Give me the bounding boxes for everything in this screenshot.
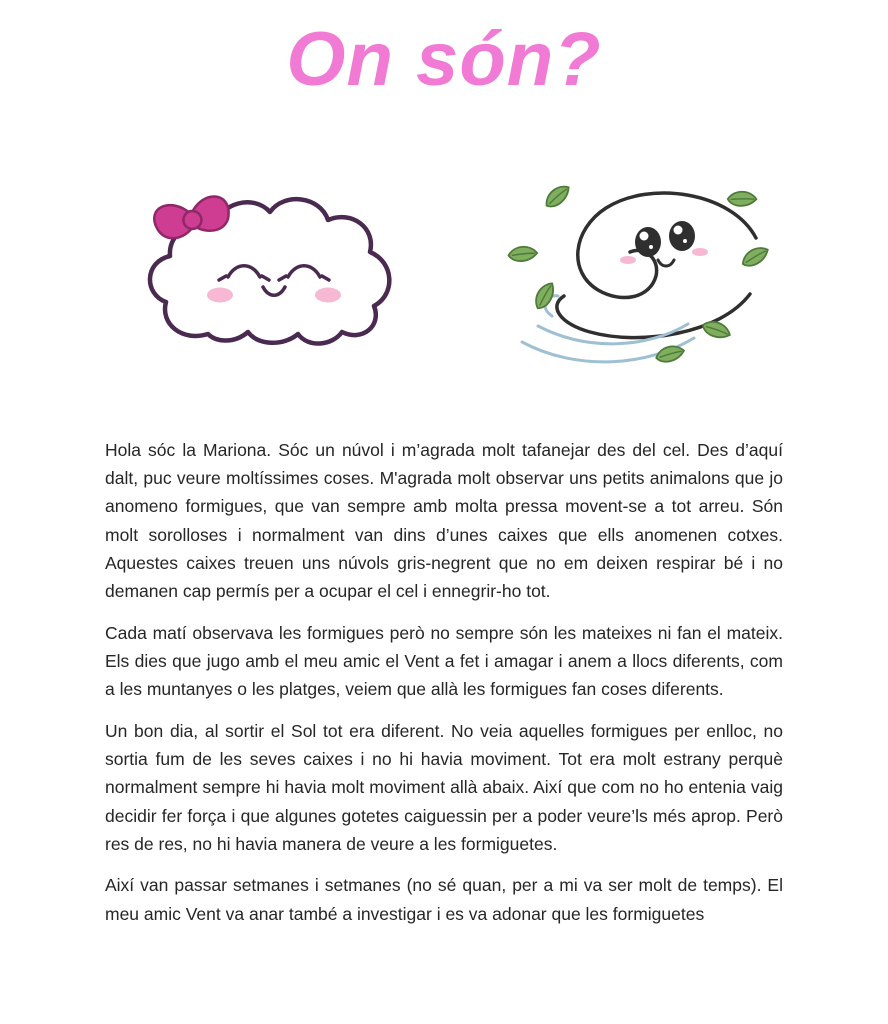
wind-swirl: [557, 193, 756, 338]
wind-character-illustration: [498, 176, 778, 384]
story-paragraph: Hola sóc la Mariona. Sóc un núvol i m’agrada molt tafanejar des del cel. Des d’aquí dalt, puc veure moltíssimes coses. M'agrada molt observar uns petits animalons que jo anomeno formigues, que van sempre amb molta pressa movent-se a tot arreu. Són molt sorolloses i normalment van dins d’unes caixes que ells anomenen cotxes. Aquestes caixes treuen uns núvols gris-negrent que no em deixen respirar bé i no demanen cap permís per a ocupar el cel i ennegrir-ho tot.: [105, 439, 783, 602]
illustrations-row: [0, 174, 888, 386]
story-paragraph: Un bon dia, al sortir el Sol tot era diferent. No veia aquelles formigues per enlloc, no sortia fum de les seves caixes i no hi havia moviment. Tot era molt estrany perquè normalment sempre hi havia molt moviment allà abaix. Així que com no ho entenia vaig decidir fer força i que algunes gotetes caiguessin per a poder veure’ls més aprop. Però res de res, no hi havia manera de veure a les formiguetes.: [105, 720, 783, 855]
wind-face: [620, 221, 708, 266]
story-text: [0, 436, 888, 929]
story-paragraph: Així van passar setmanes i setmanes (no sé quan, per a mi va ser molt de temps). El meu amic Vent va anar també a investigar i es va adonar que les formiguetes: [105, 875, 783, 924]
cloud-character-illustration: [130, 176, 412, 384]
story-paragraph: Cada matí observava les formigues però no sempre són les mateixes ni fan el mateix. Els dies que jugo amb el meu amic el Vent a fet i amagar i anem a llocs diferents, com a les muntanyes o les platges, veiem que allà les formigues fan coses diferents.: [105, 622, 783, 700]
page-title: On són?: [286, 17, 602, 102]
